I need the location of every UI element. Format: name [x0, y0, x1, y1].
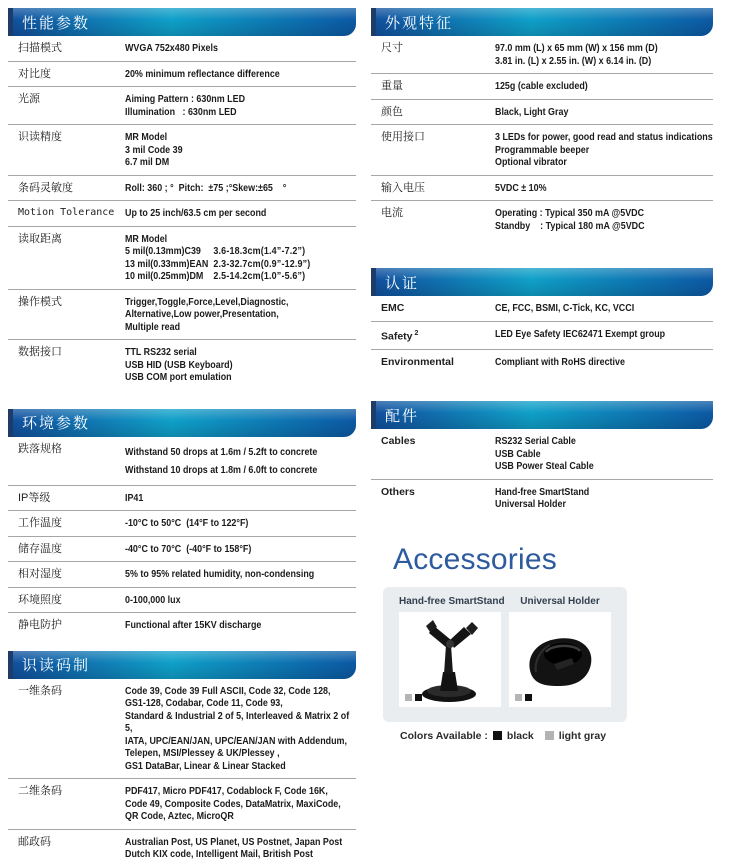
- spec-value-line: LED Eye Safety IEC62471 Exempt group: [495, 327, 666, 340]
- spec-label: 条码灵敏度: [18, 181, 73, 194]
- spec-value: [125, 443, 356, 479]
- spec-value-line: Code 39, Code 39 Full ASCII, Code 32, Code 128,: [125, 684, 331, 697]
- universal-holder-image: [510, 612, 610, 707]
- spec-value-line: Australian Post, US Planet, US Postnet, Japan Post: [125, 835, 343, 848]
- section-header-bar: [8, 651, 356, 679]
- spec-value-columns: 10 mil(0.25mm)DM 2.5-14.2cm(1.0”-5.6”): [125, 270, 306, 282]
- spec-row: [8, 175, 356, 201]
- spec-value-line: IP41: [125, 491, 144, 504]
- section-title: 环境参数: [22, 415, 91, 432]
- gray-swatch: [515, 694, 522, 701]
- spec-value-line: USB COM port emulation: [125, 371, 232, 383]
- accessory-label: Hand-free SmartStand: [399, 595, 505, 607]
- accessory-label: Universal Holder: [520, 595, 600, 607]
- black-swatch: [415, 694, 422, 701]
- section-title: 识读码制: [22, 657, 91, 674]
- spec-label: 对比度: [18, 67, 51, 80]
- spec-value-line: 125g (cable excluded): [495, 80, 588, 92]
- section-title: 配件: [385, 407, 420, 425]
- spec-value: [125, 131, 356, 169]
- spec-value: [125, 346, 356, 384]
- spec-label: Environmental: [381, 355, 454, 368]
- spec-value-line: Illumination : 630nm LED: [125, 105, 237, 118]
- spec-label: 使用接口: [381, 131, 425, 143]
- spec-rows: [8, 36, 356, 390]
- spec-label: 光源: [18, 93, 40, 105]
- spec-row: [8, 536, 356, 562]
- spec-label: Motion Tolerance: [18, 207, 115, 218]
- spec-value: [495, 207, 713, 232]
- black-swatch: [493, 731, 502, 740]
- spec-value: [495, 435, 713, 473]
- spec-row: [371, 321, 713, 349]
- spec-value-columns: 13 mil(0.33mm)EAN 2.3-32.7cm(0.9”-12.9”): [125, 257, 311, 270]
- spec-value-line: Withstand 50 drops at 1.6m / 5.2ft to concrete: [125, 445, 318, 458]
- spec-row: [8, 587, 356, 613]
- spec-value-line: Telepen, MSI/Plessey & UK/Plessey ,: [125, 747, 280, 759]
- spec-value-line: Optional vibrator: [495, 156, 567, 168]
- section-header-bar: [371, 268, 713, 296]
- accessory-photo-card: [399, 612, 501, 707]
- spec-value-line: RS232 Serial Cable: [495, 435, 576, 447]
- spec-value-line: Standard & Industrial 2 of 5, Interleaved & Matrix 2 of 5,: [125, 709, 352, 734]
- colors-note-prefix: Colors Available :: [400, 729, 488, 742]
- card-color-swatches: [405, 694, 422, 701]
- spec-value-line: Universal Holder: [495, 498, 566, 510]
- spec-value: [495, 182, 713, 195]
- spec-value: [125, 207, 356, 220]
- spec-label: 环境照度: [18, 593, 62, 606]
- section-header-bar: [371, 401, 713, 429]
- spec-row: [8, 61, 356, 87]
- spec-value-line: QR Code, Aztec, MicroQR: [125, 810, 234, 822]
- spec-value: [125, 685, 356, 773]
- spec-value-line: 6.7 mil DM: [125, 156, 170, 168]
- spec-row: [371, 296, 713, 321]
- spec-value-line: -40°C to 70°C (-40°F to 158°F): [125, 542, 252, 555]
- spec-value: [495, 80, 713, 93]
- spec-value-line: 3 mil Code 39: [125, 143, 183, 156]
- spec-label: 一维条码: [18, 684, 62, 697]
- spec-row: [371, 349, 713, 375]
- accessory-photo-card: [509, 612, 611, 707]
- spec-value: [125, 296, 356, 334]
- spec-value: [495, 42, 713, 67]
- spec-value-line: 0-100,000 lux: [125, 593, 181, 606]
- spec-value-line: Hand-free SmartStand: [495, 485, 590, 498]
- spec-label: 读取距离: [18, 232, 62, 245]
- spec-value-line: MR Model: [125, 232, 168, 245]
- spec-row: [371, 36, 713, 73]
- accessories-panel: [383, 587, 627, 722]
- spec-value-line: IATA, UPC/EAN/JAN, UPC/EAN/JAN with Addendum,: [125, 734, 347, 747]
- spec-value: [495, 356, 713, 369]
- accessory-universal-holder: [509, 596, 611, 707]
- light-gray-swatch: [545, 731, 554, 740]
- spec-row: [8, 200, 356, 226]
- spec-row: [371, 73, 713, 99]
- section-header-bar: [8, 409, 356, 437]
- spec-row: [371, 200, 713, 238]
- spec-label: 数据接口: [18, 346, 62, 358]
- spec-value-line: Roll: 360 ; ° Pitch: ±75 ;°Skew:±65 °: [125, 181, 287, 194]
- spec-label: 静电防护: [18, 619, 62, 631]
- spec-value: [495, 106, 713, 119]
- color-option-label: light gray: [558, 729, 607, 742]
- right-column: [371, 8, 713, 742]
- spec-value-line: USB Power Steal Cable: [495, 460, 594, 472]
- section-performance: [8, 8, 356, 390]
- spec-value: [125, 93, 356, 118]
- spec-value: [495, 486, 713, 511]
- spec-row: [8, 510, 356, 536]
- spec-value-line: Trigger,Toggle,Force,Level,Diagnostic,: [125, 295, 289, 308]
- spec-value: [125, 68, 356, 81]
- spec-row: [8, 226, 356, 289]
- spec-row: [8, 612, 356, 638]
- spec-label: 工作温度: [18, 517, 62, 529]
- spec-value-line: 97.0 mm (L) x 65 mm (W) x 156 mm (D): [495, 42, 658, 54]
- spec-value-columns: 5 mil(0.13mm)C39 3.6-18.3cm(1.4”-7.2”): [125, 245, 306, 257]
- spec-row: [8, 561, 356, 587]
- spec-label: 操作模式: [18, 295, 62, 308]
- card-color-swatches: [515, 694, 532, 701]
- spec-value-line: CE, FCC, BSMI, C-Tick, KC, VCCI: [495, 302, 635, 314]
- spec-value-line: PDF417, Micro PDF417, Codablock F, Code 16K,: [125, 785, 328, 797]
- spec-row: [8, 86, 356, 124]
- spec-label: 识读精度: [18, 131, 62, 143]
- accessory-smartstand: [399, 595, 505, 707]
- spec-value-line: Operating : Typical 350 mA @5VDC: [495, 207, 645, 219]
- spec-row: [8, 437, 356, 485]
- spec-value: [495, 131, 713, 169]
- section-environment: [8, 409, 356, 638]
- spec-row: [8, 339, 356, 390]
- spec-value-line: Up to 25 inch/63.5 cm per second: [125, 207, 267, 219]
- spec-label: 跌落规格: [18, 442, 62, 455]
- spec-value: [125, 492, 356, 505]
- spec-row: [8, 778, 356, 829]
- spec-label: 二维条码: [18, 785, 62, 797]
- spec-value-line: GS1-128, Codabar, Code 11, Code 93,: [125, 697, 283, 709]
- spec-label: Others: [381, 485, 415, 498]
- colors-available-note: [400, 730, 713, 742]
- spec-value: [125, 543, 356, 556]
- spec-row: [371, 99, 713, 125]
- spec-value-line: Standby : Typical 180 mA @5VDC: [495, 219, 645, 232]
- spec-value-line: Functional after 15KV discharge: [125, 619, 262, 631]
- spec-label: 重量: [381, 80, 403, 92]
- spec-row: [8, 679, 356, 779]
- section-title: 认证: [385, 274, 420, 292]
- spec-value: [125, 517, 356, 530]
- spec-label: 尺寸: [381, 42, 403, 54]
- spec-value-line: Black, Light Gray: [495, 105, 569, 118]
- spec-label: 颜色: [381, 105, 403, 118]
- spec-value-line: Dutch KIX code, Intelligent Mail, British Post: [125, 848, 313, 860]
- spec-row: [8, 289, 356, 340]
- spec-rows: [371, 36, 713, 238]
- section-header-bar: [8, 8, 356, 36]
- spec-rows: [371, 429, 713, 517]
- spec-row: [371, 479, 713, 517]
- section-symbologies: [8, 651, 356, 867]
- spec-value-line: Multiple read: [125, 320, 181, 333]
- spec-row: [8, 124, 356, 175]
- spec-value-line: MR Model: [125, 131, 168, 143]
- spec-value-line: 20% minimum reflectance difference: [125, 67, 280, 80]
- color-option-label: black: [506, 729, 534, 742]
- section-title: 性能参数: [22, 14, 91, 32]
- spec-value: [125, 42, 356, 55]
- spec-label: 邮政码: [18, 835, 51, 848]
- spec-value-line: Compliant with RoHS directive: [495, 355, 625, 368]
- spec-value-line: USB HID (USB Keyboard): [125, 358, 233, 371]
- section-certification: [371, 268, 713, 374]
- smartstand-image: [400, 612, 500, 707]
- spec-value: [125, 233, 356, 283]
- spec-row: [8, 36, 356, 61]
- section-header-bar: [371, 8, 713, 36]
- spec-label: 输入电压: [381, 181, 425, 194]
- spec-value: [125, 594, 356, 607]
- left-column: [8, 8, 356, 867]
- spec-label: 扫描模式: [18, 42, 62, 54]
- spec-row: [371, 429, 713, 479]
- spec-value: [125, 568, 356, 581]
- spec-value-line: Aiming Pattern : 630nm LED: [125, 93, 246, 105]
- spec-value-line: -10°C to 50°C (14°F to 122°F): [125, 517, 249, 529]
- spec-row: [8, 829, 356, 867]
- gray-swatch: [405, 694, 412, 701]
- spec-rows: [371, 296, 713, 374]
- spec-label: 储存温度: [18, 542, 62, 555]
- spec-value-line: Programmable beeper: [495, 143, 590, 156]
- spec-label: 相对湿度: [18, 568, 62, 580]
- spec-value: [495, 302, 713, 315]
- spec-value: [125, 836, 356, 861]
- black-swatch: [525, 694, 532, 701]
- spec-value: [125, 619, 356, 632]
- spec-label: Safety $^2$: [381, 329, 419, 342]
- section-accessories-list: [371, 401, 713, 517]
- spec-value-line: Withstand 10 drops at 1.8m / 6.0ft to concrete: [125, 463, 318, 476]
- spec-value: [495, 328, 713, 343]
- spec-value-line: Alternative,Low power,Presentation,: [125, 308, 279, 320]
- section-title: 外观特征: [385, 14, 454, 32]
- spec-row: [371, 124, 713, 175]
- spec-label: IP等级: [18, 491, 51, 504]
- spec-rows: [8, 679, 356, 867]
- spec-row: [8, 485, 356, 511]
- spec-label: EMC: [381, 302, 405, 314]
- spec-value-line: 5% to 95% related humidity, non-condensing: [125, 568, 315, 580]
- spec-value: [125, 785, 356, 823]
- spec-value-line: 3.81 in. (L) x 2.55 in. (W) x 6.14 in. (D): [495, 54, 652, 67]
- spec-label: 电流: [381, 207, 403, 219]
- spec-value-line: Code 49, Composite Codes, DataMatrix, MaxiCode,: [125, 797, 341, 810]
- accessories-title: Accessories: [393, 542, 557, 576]
- spec-value-line: TTL RS232 serial: [125, 346, 197, 358]
- spec-value-line: USB Cable: [495, 447, 541, 460]
- spec-value-line: WVGA 752x480 Pixels: [125, 42, 218, 54]
- spec-label: Cables: [381, 435, 416, 447]
- spec-value: [125, 182, 356, 195]
- spec-value-line: 5VDC ± 10%: [495, 181, 547, 194]
- spec-value-line: 3 LEDs for power, good read and status indications: [495, 131, 713, 143]
- spec-value-line: GS1 DataBar, Linear & Linear Stacked: [125, 759, 286, 772]
- spec-rows: [8, 437, 356, 638]
- section-physical: [371, 8, 713, 238]
- spec-row: [371, 175, 713, 201]
